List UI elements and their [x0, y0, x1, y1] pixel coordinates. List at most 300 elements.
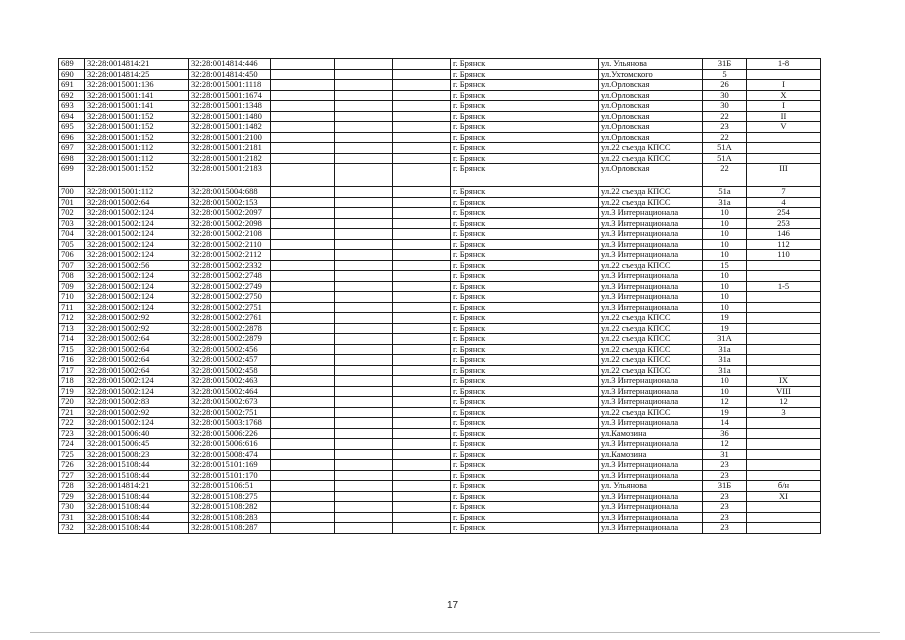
unit-number-cell: 254 [747, 208, 821, 219]
unit-number-cell [747, 271, 821, 282]
unit-number-cell [747, 143, 821, 154]
table-body [59, 59, 821, 534]
unit-number-cell: 1-8 [747, 59, 821, 70]
empty-cell [271, 397, 335, 408]
empty-cell [335, 218, 393, 229]
city-cell: г. Брянск [451, 292, 599, 303]
empty-cell [393, 449, 451, 460]
unit-number-cell: II [747, 111, 821, 122]
table-row [59, 132, 821, 143]
table-row [59, 69, 821, 80]
street-cell: ул.3 Интернационала [599, 512, 703, 523]
empty-cell [393, 355, 451, 366]
street-cell: ул.3 Интернационала [599, 376, 703, 387]
street-cell: ул.Орловская [599, 164, 703, 187]
city-cell: г. Брянск [451, 470, 599, 481]
empty-cell [335, 111, 393, 122]
cadastral-block-cell: 32:28:0015002:64 [85, 197, 189, 208]
empty-cell [335, 344, 393, 355]
row-number-cell: 723 [59, 428, 85, 439]
empty-cell [335, 365, 393, 376]
unit-number-cell [747, 355, 821, 366]
empty-cell [271, 512, 335, 523]
city-cell: г. Брянск [451, 512, 599, 523]
house-number-cell: 23 [703, 502, 747, 513]
empty-cell [335, 143, 393, 154]
cadastral-number-cell: 32:28:0015002:463 [189, 376, 271, 387]
street-cell: ул.3 Интернационала [599, 302, 703, 313]
cadastral-block-cell: 32:28:0015002:64 [85, 334, 189, 345]
empty-cell [335, 80, 393, 91]
empty-cell [393, 292, 451, 303]
table-row [59, 153, 821, 164]
cadastral-number-cell: 32:28:0015002:2097 [189, 208, 271, 219]
house-number-cell: 23 [703, 523, 747, 534]
city-cell: г. Брянск [451, 101, 599, 112]
street-cell: ул.22 съезда КПСС [599, 407, 703, 418]
house-number-cell: 10 [703, 208, 747, 219]
city-cell: г. Брянск [451, 481, 599, 492]
empty-cell [393, 313, 451, 324]
unit-number-cell: 1-5 [747, 281, 821, 292]
cadastral-number-cell: 32:28:0014814:446 [189, 59, 271, 70]
house-number-cell: 10 [703, 376, 747, 387]
empty-cell [393, 132, 451, 143]
house-number-cell: 5 [703, 69, 747, 80]
cadastral-number-cell: 32:28:0015002:2879 [189, 334, 271, 345]
cadastral-number-cell: 32:28:0015002:2110 [189, 239, 271, 250]
unit-number-cell: 146 [747, 229, 821, 240]
cadastral-number-cell: 32:28:0015108:282 [189, 502, 271, 513]
cadastral-block-cell: 32:28:0015001:152 [85, 122, 189, 133]
empty-cell [393, 439, 451, 450]
empty-cell [271, 344, 335, 355]
street-cell: ул.22 съезда КПСС [599, 334, 703, 345]
city-cell: г. Брянск [451, 132, 599, 143]
cadastral-number-cell: 32:28:0015001:2182 [189, 153, 271, 164]
empty-cell [335, 355, 393, 366]
empty-cell [271, 313, 335, 324]
empty-cell [393, 250, 451, 261]
table-row [59, 281, 821, 292]
empty-cell [393, 365, 451, 376]
city-cell: г. Брянск [451, 111, 599, 122]
row-number-cell: 709 [59, 281, 85, 292]
table-row [59, 164, 821, 187]
empty-cell [271, 229, 335, 240]
house-number-cell: 19 [703, 323, 747, 334]
city-cell: г. Брянск [451, 428, 599, 439]
row-number-cell: 714 [59, 334, 85, 345]
empty-cell [393, 164, 451, 187]
street-cell: ул.22 съезда КПСС [599, 344, 703, 355]
unit-number-cell [747, 153, 821, 164]
street-cell: ул.3 Интернационала [599, 418, 703, 429]
empty-cell [271, 250, 335, 261]
row-number-cell: 721 [59, 407, 85, 418]
empty-cell [271, 260, 335, 271]
empty-cell [271, 122, 335, 133]
cadastral-block-cell: 32:28:0015001:152 [85, 132, 189, 143]
city-cell: г. Брянск [451, 197, 599, 208]
city-cell: г. Брянск [451, 164, 599, 187]
street-cell: ул.Камозина [599, 428, 703, 439]
empty-cell [393, 302, 451, 313]
row-number-cell: 712 [59, 313, 85, 324]
empty-cell [335, 122, 393, 133]
house-number-cell: 15 [703, 260, 747, 271]
cadastral-number-cell: 32:28:0015001:2181 [189, 143, 271, 154]
row-number-cell: 699 [59, 164, 85, 187]
cadastral-number-cell: 32:28:0015108:275 [189, 491, 271, 502]
cadastral-block-cell: 32:28:0015002:124 [85, 239, 189, 250]
city-cell: г. Брянск [451, 218, 599, 229]
cadastral-number-cell: 32:28:0015002:2748 [189, 271, 271, 282]
street-cell: ул.Ухтомского [599, 69, 703, 80]
row-number-cell: 700 [59, 187, 85, 198]
empty-cell [271, 59, 335, 70]
street-cell: ул.3 Интернационала [599, 491, 703, 502]
row-number-cell: 728 [59, 481, 85, 492]
cadastral-block-cell: 32:28:0015002:64 [85, 355, 189, 366]
city-cell: г. Брянск [451, 344, 599, 355]
row-number-cell: 713 [59, 323, 85, 334]
table-row [59, 313, 821, 324]
row-number-cell: 717 [59, 365, 85, 376]
street-cell: ул.Орловская [599, 122, 703, 133]
table-row [59, 386, 821, 397]
row-number-cell: 707 [59, 260, 85, 271]
table-row [59, 218, 821, 229]
row-number-cell: 695 [59, 122, 85, 133]
cadastral-block-cell: 32:28:0015002:124 [85, 250, 189, 261]
table-row [59, 271, 821, 282]
row-number-cell: 719 [59, 386, 85, 397]
unit-number-cell [747, 292, 821, 303]
unit-number-cell [747, 428, 821, 439]
cadastral-block-cell: 32:28:0015002:124 [85, 218, 189, 229]
street-cell: ул.22 съезда КПСС [599, 143, 703, 154]
unit-number-cell: 12 [747, 397, 821, 408]
empty-cell [335, 153, 393, 164]
house-number-cell: 14 [703, 418, 747, 429]
empty-cell [271, 281, 335, 292]
empty-cell [271, 376, 335, 387]
empty-cell [271, 418, 335, 429]
cadastral-number-cell: 32:28:0015002:458 [189, 365, 271, 376]
house-number-cell: 10 [703, 281, 747, 292]
property-register-table [58, 58, 821, 534]
city-cell: г. Брянск [451, 460, 599, 471]
cadastral-number-cell: 32:28:0015002:457 [189, 355, 271, 366]
house-number-cell: 36 [703, 428, 747, 439]
unit-number-cell [747, 323, 821, 334]
street-cell: ул.Орловская [599, 80, 703, 91]
empty-cell [271, 69, 335, 80]
unit-number-cell: 112 [747, 239, 821, 250]
unit-number-cell [747, 344, 821, 355]
street-cell: ул.3 Интернационала [599, 229, 703, 240]
empty-cell [335, 313, 393, 324]
unit-number-cell: 110 [747, 250, 821, 261]
empty-cell [393, 260, 451, 271]
cadastral-number-cell: 32:28:0015002:153 [189, 197, 271, 208]
unit-number-cell: X [747, 90, 821, 101]
cadastral-number-cell: 32:28:0015006:616 [189, 439, 271, 450]
house-number-cell: 19 [703, 407, 747, 418]
unit-number-cell [747, 502, 821, 513]
unit-number-cell [747, 449, 821, 460]
cadastral-block-cell: 32:28:0015108:44 [85, 502, 189, 513]
table-row [59, 334, 821, 345]
house-number-cell: 31Б [703, 481, 747, 492]
cadastral-number-cell: 32:28:0015108:283 [189, 512, 271, 523]
empty-cell [335, 260, 393, 271]
cadastral-block-cell: 32:28:0015002:64 [85, 365, 189, 376]
empty-cell [335, 208, 393, 219]
city-cell: г. Брянск [451, 122, 599, 133]
empty-cell [393, 502, 451, 513]
cadastral-number-cell: 32:28:0015004:688 [189, 187, 271, 198]
empty-cell [335, 229, 393, 240]
empty-cell [335, 481, 393, 492]
house-number-cell: 23 [703, 122, 747, 133]
empty-cell [393, 281, 451, 292]
unit-number-cell [747, 260, 821, 271]
house-number-cell: 10 [703, 218, 747, 229]
empty-cell [335, 250, 393, 261]
empty-cell [271, 428, 335, 439]
cadastral-number-cell: 32:28:0015002:2878 [189, 323, 271, 334]
row-number-cell: 694 [59, 111, 85, 122]
unit-number-cell: VIII [747, 386, 821, 397]
street-cell: ул.3 Интернационала [599, 397, 703, 408]
cadastral-number-cell: 32:28:0015002:464 [189, 386, 271, 397]
cadastral-number-cell: 32:28:0015001:1348 [189, 101, 271, 112]
cadastral-number-cell: 32:28:0014814:450 [189, 69, 271, 80]
empty-cell [335, 449, 393, 460]
cadastral-block-cell: 32:28:0015002:124 [85, 229, 189, 240]
street-cell: ул.3 Интернационала [599, 470, 703, 481]
table-row [59, 323, 821, 334]
row-number-cell: 693 [59, 101, 85, 112]
city-cell: г. Брянск [451, 523, 599, 534]
empty-cell [335, 460, 393, 471]
empty-cell [335, 386, 393, 397]
city-cell: г. Брянск [451, 397, 599, 408]
row-number-cell: 718 [59, 376, 85, 387]
empty-cell [335, 512, 393, 523]
empty-cell [393, 470, 451, 481]
cadastral-number-cell: 32:28:0015106:51 [189, 481, 271, 492]
empty-cell [393, 122, 451, 133]
empty-cell [393, 90, 451, 101]
house-number-cell: 12 [703, 397, 747, 408]
empty-cell [335, 164, 393, 187]
cadastral-block-cell: 32:28:0015002:92 [85, 313, 189, 324]
unit-number-cell: III [747, 164, 821, 187]
street-cell: ул.3 Интернационала [599, 523, 703, 534]
cadastral-block-cell: 32:28:0014814:25 [85, 69, 189, 80]
empty-cell [335, 239, 393, 250]
table-row [59, 197, 821, 208]
street-cell: ул.Орловская [599, 101, 703, 112]
empty-cell [393, 512, 451, 523]
table-row [59, 260, 821, 271]
street-cell: ул.3 Интернационала [599, 292, 703, 303]
empty-cell [335, 428, 393, 439]
table-row [59, 292, 821, 303]
house-number-cell: 30 [703, 90, 747, 101]
row-number-cell: 727 [59, 470, 85, 481]
cadastral-block-cell: 32:28:0015108:44 [85, 512, 189, 523]
empty-cell [393, 80, 451, 91]
street-cell: ул.3 Интернационала [599, 208, 703, 219]
city-cell: г. Брянск [451, 250, 599, 261]
city-cell: г. Брянск [451, 439, 599, 450]
house-number-cell: 10 [703, 250, 747, 261]
cadastral-number-cell: 32:28:0015006:226 [189, 428, 271, 439]
empty-cell [335, 90, 393, 101]
empty-cell [335, 292, 393, 303]
empty-cell [271, 460, 335, 471]
empty-cell [271, 449, 335, 460]
empty-cell [335, 397, 393, 408]
city-cell: г. Брянск [451, 386, 599, 397]
house-number-cell: 10 [703, 271, 747, 282]
cadastral-block-cell: 32:28:0015002:124 [85, 208, 189, 219]
empty-cell [393, 59, 451, 70]
empty-cell [271, 90, 335, 101]
empty-cell [335, 407, 393, 418]
row-number-cell: 725 [59, 449, 85, 460]
city-cell: г. Брянск [451, 302, 599, 313]
scan-edge-line [30, 632, 880, 633]
house-number-cell: 31А [703, 334, 747, 345]
unit-number-cell: I [747, 80, 821, 91]
empty-cell [271, 355, 335, 366]
empty-cell [393, 523, 451, 534]
empty-cell [271, 132, 335, 143]
cadastral-block-cell: 32:28:0015008:23 [85, 449, 189, 460]
unit-number-cell [747, 512, 821, 523]
cadastral-number-cell: 32:28:0015001:1480 [189, 111, 271, 122]
city-cell: г. Брянск [451, 143, 599, 154]
unit-number-cell [747, 302, 821, 313]
empty-cell [393, 229, 451, 240]
cadastral-block-cell: 32:28:0015001:112 [85, 153, 189, 164]
table-row [59, 111, 821, 122]
row-number-cell: 722 [59, 418, 85, 429]
empty-cell [393, 101, 451, 112]
empty-cell [393, 239, 451, 250]
cadastral-block-cell: 32:28:0015002:92 [85, 323, 189, 334]
house-number-cell: 10 [703, 302, 747, 313]
empty-cell [271, 523, 335, 534]
empty-cell [393, 376, 451, 387]
cadastral-block-cell: 32:28:0015108:44 [85, 491, 189, 502]
empty-cell [271, 271, 335, 282]
unit-number-cell [747, 313, 821, 324]
unit-number-cell: 7 [747, 187, 821, 198]
unit-number-cell [747, 460, 821, 471]
street-cell: ул.Камозина [599, 449, 703, 460]
empty-cell [393, 428, 451, 439]
house-number-cell: 31а [703, 365, 747, 376]
house-number-cell: 31а [703, 197, 747, 208]
unit-number-cell [747, 523, 821, 534]
empty-cell [393, 344, 451, 355]
page-number: 17 [446, 600, 459, 611]
cadastral-block-cell: 32:28:0015002:124 [85, 292, 189, 303]
city-cell: г. Брянск [451, 153, 599, 164]
empty-cell [393, 153, 451, 164]
city-cell: г. Брянск [451, 407, 599, 418]
row-number-cell: 729 [59, 491, 85, 502]
city-cell: г. Брянск [451, 502, 599, 513]
table-row [59, 101, 821, 112]
table-row [59, 143, 821, 154]
city-cell: г. Брянск [451, 208, 599, 219]
empty-cell [335, 197, 393, 208]
empty-cell [271, 239, 335, 250]
cadastral-block-cell: 32:28:0014814:21 [85, 481, 189, 492]
empty-cell [335, 281, 393, 292]
street-cell: ул.3 Интернационала [599, 250, 703, 261]
empty-cell [335, 271, 393, 282]
cadastral-block-cell: 32:28:0015002:124 [85, 302, 189, 313]
empty-cell [393, 334, 451, 345]
cadastral-number-cell: 32:28:0015002:2751 [189, 302, 271, 313]
empty-cell [271, 197, 335, 208]
empty-cell [271, 153, 335, 164]
table-row [59, 449, 821, 460]
empty-cell [271, 365, 335, 376]
street-cell: ул. Ульянова [599, 59, 703, 70]
city-cell: г. Брянск [451, 491, 599, 502]
unit-number-cell: 4 [747, 197, 821, 208]
table-row [59, 470, 821, 481]
city-cell: г. Брянск [451, 69, 599, 80]
cadastral-number-cell: 32:28:0015002:2098 [189, 218, 271, 229]
empty-cell [393, 386, 451, 397]
street-cell: ул.3 Интернационала [599, 218, 703, 229]
table-row [59, 239, 821, 250]
empty-cell [271, 407, 335, 418]
empty-cell [271, 302, 335, 313]
empty-cell [393, 481, 451, 492]
empty-cell [393, 111, 451, 122]
table-row [59, 407, 821, 418]
street-cell: ул.Орловская [599, 132, 703, 143]
empty-cell [335, 470, 393, 481]
empty-cell [335, 376, 393, 387]
street-cell: ул.22 съезда КПСС [599, 313, 703, 324]
table-row [59, 502, 821, 513]
city-cell: г. Брянск [451, 365, 599, 376]
cadastral-number-cell: 32:28:0015003:1768 [189, 418, 271, 429]
house-number-cell: 10 [703, 239, 747, 250]
city-cell: г. Брянск [451, 355, 599, 366]
city-cell: г. Брянск [451, 376, 599, 387]
row-number-cell: 724 [59, 439, 85, 450]
cadastral-number-cell: 32:28:0015002:751 [189, 407, 271, 418]
table-row [59, 302, 821, 313]
empty-cell [271, 502, 335, 513]
cadastral-block-cell: 32:28:0015002:124 [85, 418, 189, 429]
cadastral-block-cell: 32:28:0015002:124 [85, 281, 189, 292]
row-number-cell: 708 [59, 271, 85, 282]
